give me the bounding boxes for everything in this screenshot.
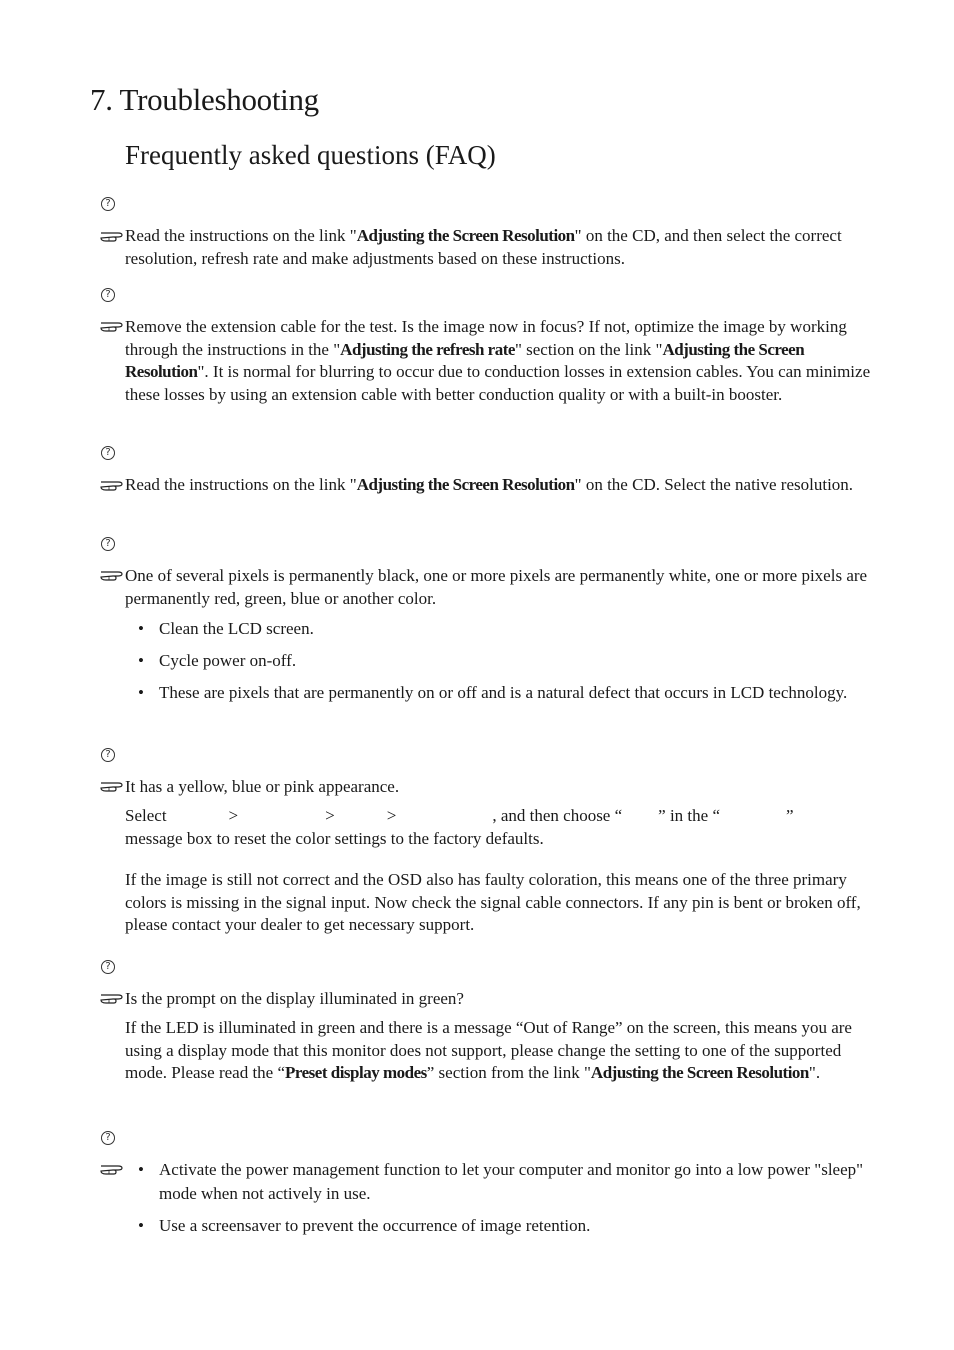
answer-text: Read the instructions on the link "	[125, 226, 357, 245]
answer-text: " on the CD. Select the native resolution.	[574, 475, 854, 494]
faq-answer-6-detail	[125, 1017, 875, 1085]
answer-text: ” section from the link "	[426, 1063, 591, 1083]
question-icon: ?	[101, 197, 115, 211]
pointing-hand-icon	[100, 568, 124, 583]
answer-text: , and then choose “	[492, 806, 623, 825]
link-adjusting-refresh-rate[interactable]: Adjusting the refresh rate	[340, 339, 515, 359]
faq-answer-1	[125, 225, 875, 270]
page-title: 7. Troubleshooting	[90, 82, 319, 117]
question-icon: ?	[101, 960, 115, 974]
link-adjusting-screen-resolution[interactable]: Adjusting the Screen Resolution	[590, 1063, 809, 1083]
faq-answer-5: It has a yellow, blue or pink appearance.	[125, 777, 400, 796]
pointing-hand-icon	[100, 779, 124, 794]
pointing-hand-icon	[100, 991, 124, 1006]
answer-text: " section on the link "	[514, 339, 663, 359]
faq-answer-4: One of several pixels is permanently black, one or more pixels are permanently white, one or more pixels are permanently red, green, blue or another color.	[125, 566, 868, 608]
link-preset-display-modes[interactable]: Preset display modes	[285, 1063, 427, 1083]
question-icon: ?	[101, 748, 115, 762]
faq-answer-6: Is the prompt on the display illuminated in green?	[125, 989, 464, 1008]
answer-text: ” in the “	[658, 806, 720, 825]
bullet-text: Use a screensaver to prevent the occurrence of image retention.	[159, 1215, 591, 1235]
bullet-text: These are pixels that are permanently on or off and is a natural defect that occurs in LCD technology.	[159, 683, 848, 702]
link-adjusting-screen-resolution[interactable]: Adjusting the Screen Resolution	[356, 475, 575, 494]
faq-answer-5-detail: If the image is still not correct and the OSD also has faulty coloration, this means one of the three primary colors is missing in the signal input. Now check the signal cable connectors. If any pin is bent or broken off, please contact your dealer to get necessary support.	[125, 870, 861, 935]
answer-text: Read the instructions on the link "	[125, 475, 357, 494]
list-item: • Activate the power management function to let your computer and monitor go into a low power "sleep" mode when not actively in use.	[138, 1160, 864, 1203]
pointing-hand-icon	[100, 229, 124, 244]
separator: >	[386, 806, 397, 825]
list-item: • Clean the LCD screen.	[138, 619, 314, 638]
bullet-list	[125, 617, 875, 713]
question-icon: ?	[101, 537, 115, 551]
answer-text: Select	[125, 806, 167, 825]
bullet-text: Cycle power on-off.	[159, 651, 297, 670]
faq-answer-2	[125, 316, 875, 406]
select-instruction	[125, 805, 875, 850]
pointing-hand-icon	[100, 319, 124, 334]
bullet-text: Clean the LCD screen.	[159, 619, 314, 638]
list-item: • These are pixels that are permanently on or off and is a natural defect that occurs in LCD technology.	[138, 683, 848, 702]
question-icon: ?	[101, 1131, 115, 1145]
answer-text: If the LED is illuminated in green and there is a message “Out of Range” on the screen, this means you are using a display mode that this monitor does not support, please change the setting to one of the supported mode. Please read the “	[125, 1018, 852, 1083]
link-adjusting-screen-resolution[interactable]: Adjusting the Screen Resolution	[356, 226, 575, 245]
list-item: • Use a screensaver to prevent the occurrence of image retention.	[138, 1215, 591, 1235]
answer-text: message box to reset the color settings to the factory defaults.	[125, 828, 544, 848]
answer-text: ".	[808, 1063, 821, 1083]
answer-text: ". It is normal for blurring to occur due to conduction losses in extension cables. You can minimize these losses by using an extension cable with better conduction quality or with a built-in booster.	[125, 362, 871, 404]
section-title: Frequently asked questions (FAQ)	[125, 140, 496, 170]
link-adjusting-screen-resolution[interactable]: Adjusting the Screen Resolution	[125, 339, 805, 382]
pointing-hand-icon	[100, 1162, 124, 1177]
question-icon: ?	[101, 446, 115, 460]
separator: >	[228, 806, 239, 825]
faq-answer-3	[125, 474, 875, 497]
pointing-hand-icon	[100, 478, 124, 493]
list-item: • Cycle power on-off.	[138, 651, 297, 670]
answer-text: ”	[786, 806, 794, 825]
answer-text: " on the CD, and then select the correct resolution, refresh rate and make adjustments based on these instructions.	[125, 226, 842, 268]
bullet-text: Activate the power management function to let your computer and monitor go into a low power "sleep" mode when not actively in use.	[159, 1160, 864, 1203]
separator: >	[325, 806, 335, 825]
bullet-list	[125, 1158, 875, 1246]
question-icon: ?	[101, 288, 115, 302]
answer-text: Remove the extension cable for the test. Is the image now in focus? If not, optimize the image by working through the instructions in the "	[125, 317, 847, 359]
